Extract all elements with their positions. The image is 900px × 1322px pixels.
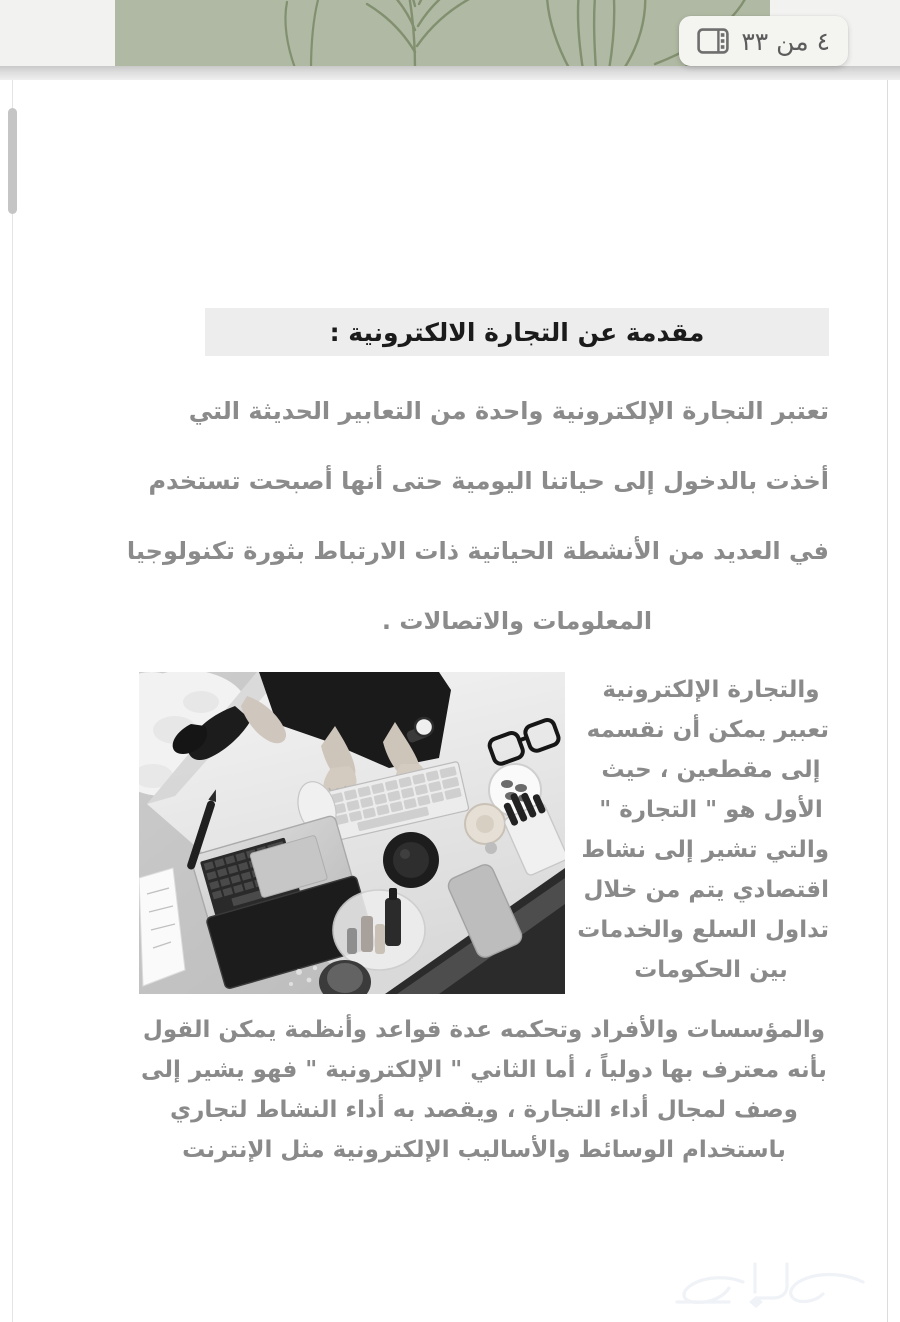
- closing-line: والمؤسسات والأفراد وتحكمه عدة قواعد وأنظمة يمكن القول: [142, 1017, 826, 1043]
- figure-and-side-text-row: [139, 672, 829, 1004]
- previous-page-cover-art: [115, 0, 770, 70]
- side-line: الأول هو " التجارة ": [599, 797, 823, 823]
- side-line: والتجارة الإلكترونية: [602, 677, 820, 703]
- side-line: إلى مقطعين ، حيث: [601, 757, 821, 783]
- document-page[interactable]: [12, 80, 888, 1322]
- side-line: تعبير يمكن أن نقسمه: [586, 717, 829, 743]
- intro-line: تعتبر التجارة الإلكترونية واحدة من التعابير الحديثة التي: [188, 397, 829, 425]
- side-line: والتي تشير إلى نشاط: [581, 837, 829, 863]
- section-heading-band: [205, 308, 829, 356]
- side-line: بين الحكومات: [634, 957, 788, 983]
- page-layout-icon: [697, 28, 729, 54]
- desk-workspace-photo: [139, 672, 565, 994]
- page-indicator-label: ٤ من ٣٣: [741, 26, 830, 56]
- page-separator-gap: [0, 66, 900, 80]
- intro-line: في العديد من الأنشطة الحياتية ذات الارتباط بثورة تكنولوجيا: [126, 537, 829, 565]
- intro-paragraph: [126, 376, 829, 656]
- page-indicator-pill[interactable]: [679, 16, 848, 66]
- vertical-scrollbar-track[interactable]: [4, 84, 16, 1322]
- side-paragraph: [577, 670, 829, 990]
- section-heading-text: مقدمة عن التجارة الالكترونية :: [329, 317, 705, 347]
- side-line: اقتصادي يتم من خلال: [583, 877, 829, 903]
- closing-line: بأنه معترف بها دولياً ، أما الثاني " الإلكترونية " فهو يشير إلى: [141, 1057, 827, 1083]
- haraj-watermark: [637, 1252, 869, 1316]
- intro-line: أخذت بالدخول إلى حياتنا اليومية حتى أنها أصبحت تستخدم: [148, 467, 829, 495]
- closing-line: باستخدام الوسائط والأساليب الإلكترونية مثل الإنترنت: [182, 1137, 786, 1163]
- intro-line: المعلومات والاتصالات .: [381, 607, 653, 635]
- closing-line: وصف لمجال أداء التجارة ، ويقصد به أداء النشاط لتجاري: [170, 1097, 798, 1123]
- side-line: تداول السلع والخدمات: [577, 917, 829, 943]
- vertical-scrollbar-thumb[interactable]: [8, 108, 17, 214]
- closing-paragraph: [139, 1010, 829, 1170]
